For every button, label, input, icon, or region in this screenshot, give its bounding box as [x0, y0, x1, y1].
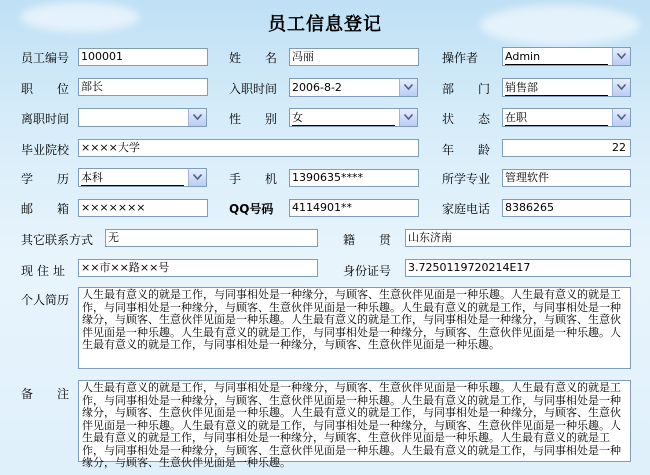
operator-label: 操作者: [442, 51, 479, 65]
email-field[interactable]: ×××××××: [78, 199, 208, 217]
chevron-down-icon[interactable]: [612, 109, 630, 126]
leave-date-picker[interactable]: [78, 108, 207, 127]
operator-select[interactable]: [502, 47, 631, 66]
mobile-label: 手 机: [229, 172, 277, 186]
mobile-field[interactable]: 1390635****: [289, 169, 419, 187]
resume-label: 个人简历: [21, 293, 70, 307]
address-field[interactable]: ××市××路××号: [78, 259, 318, 277]
department-select[interactable]: [502, 78, 631, 97]
status-select[interactable]: [502, 108, 631, 127]
hire-date-value: 2006-8-2: [292, 81, 342, 94]
remark-textarea[interactable]: 人生最有意义的就是工作，与同事相处是一种缘分，与顾客、生意伙伴见面是一种乐趣。人生最有意义的就是工作，与同事相处是一种缘分，与顾客、生意伙伴见面是一种乐趣。人生最有意义的就是工作，与同事相处是一种缘分，与顾客、生意伙伴见面是一种乐趣。人生最有意义的就是工作，与同事相处是一种缘分，与顾客、生意伙伴见面是一种乐趣。人生最有意义的就是工作，与同事相处是一种缘分，与顾客、生意伙伴见面是一种乐趣。人生最有意义的就是工作，与同事相处是一种缘分，与顾客、生意伙伴见面是一种乐趣。人生最有意义的就是工作，与同事相处是一种缘分，与顾客、生意伙伴见面是一种乐趣。人生最有意义的就是工作，与同事相处是一种缘分，与顾客、生意伙伴见面是一种乐趣。: [78, 380, 631, 462]
remark-label: 备 注: [21, 387, 69, 401]
page-title: 员工信息登记: [268, 14, 382, 35]
leave-date-value: [81, 110, 184, 125]
position-field[interactable]: 部长: [78, 78, 208, 96]
gender-label: 性 别: [229, 112, 277, 126]
chevron-down-icon[interactable]: [188, 169, 206, 186]
qq-label: QQ号码: [229, 202, 274, 216]
chevron-down-icon[interactable]: [612, 48, 630, 65]
name-label: 姓 名: [229, 51, 277, 65]
id-card-field[interactable]: 3.7250119720214E17: [405, 259, 631, 277]
chevron-down-icon[interactable]: [399, 109, 417, 126]
chevron-down-icon[interactable]: [612, 79, 630, 96]
gender-select[interactable]: [289, 108, 418, 127]
home-phone-label: 家庭电话: [442, 202, 491, 216]
school-label: 毕业院校: [21, 143, 70, 157]
name-field[interactable]: 冯丽: [289, 48, 419, 66]
hire-date-label: 入职时间: [229, 82, 278, 96]
emp-no-field[interactable]: 100001: [78, 48, 208, 66]
major-field[interactable]: 管理软件: [502, 169, 631, 187]
other-contact-field[interactable]: 无: [105, 229, 318, 247]
education-select[interactable]: [78, 168, 207, 187]
chevron-down-icon[interactable]: [188, 109, 206, 126]
position-label: 职 位: [21, 82, 69, 96]
department-value: 销售部: [505, 80, 608, 96]
native-place-label: 籍 贯: [343, 233, 391, 247]
id-card-label: 身份证号: [343, 264, 392, 278]
education-value: 本科: [81, 170, 184, 186]
status-label: 状 态: [442, 112, 490, 126]
education-label: 学 历: [21, 172, 69, 186]
age-field[interactable]: 22: [502, 139, 631, 157]
chevron-down-icon[interactable]: [399, 79, 417, 96]
emp-no-label: 员工编号: [21, 51, 70, 65]
operator-value: Admin: [505, 49, 608, 65]
other-contact-label: 其它联系方式: [21, 233, 94, 247]
address-label: 现住址: [21, 264, 70, 278]
gender-value: 女: [292, 110, 395, 126]
resume-textarea[interactable]: 人生最有意义的就是工作，与同事相处是一种缘分，与顾客、生意伙伴见面是一种乐趣。人生最有意义的就是工作，与同事相处是一种缘分，与顾客、生意伙伴见面是一种乐趣。人生最有意义的就是工作，与同事相处是一种缘分，与顾客、生意伙伴见面是一种乐趣。人生最有意义的就是工作，与同事相处是一种缘分，与顾客、生意伙伴见面是一种乐趣。人生最有意义的就是工作，与同事相处是一种缘分，与顾客、生意伙伴见面是一种乐趣。人生最有意义的就是工作，与同事相处是一种缘分，与顾客、生意伙伴见面是一种乐趣。: [78, 287, 631, 369]
major-label: 所学专业: [442, 172, 491, 186]
home-phone-field[interactable]: 8386265: [502, 199, 631, 217]
email-label: 邮 箱: [21, 202, 69, 216]
leave-date-label: 离职时间: [21, 112, 70, 126]
department-label: 部 门: [442, 82, 490, 96]
status-value: 在职: [505, 110, 608, 126]
age-label: 年 龄: [442, 143, 490, 157]
qq-field[interactable]: 4114901**: [289, 199, 419, 217]
school-field[interactable]: ××××大学: [78, 139, 419, 157]
hire-date-picker[interactable]: [289, 78, 418, 97]
native-place-field[interactable]: 山东济南: [405, 229, 631, 247]
